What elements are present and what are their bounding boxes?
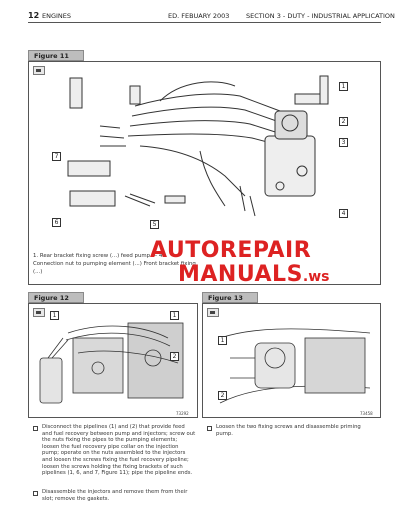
figure-11-drawing (40, 66, 370, 226)
watermark-line1: AUTOREPAIR (150, 238, 312, 263)
figure-11-callout-7: 7 (52, 152, 61, 161)
figure-13-ref: 73458 (360, 411, 373, 416)
watermark (150, 238, 311, 263)
figure-13-callout-2: 2 (218, 391, 227, 400)
figure-11-callout-1: 1 (339, 82, 348, 91)
bullet-checkbox (207, 426, 212, 431)
figure-11-callout-2: 2 (339, 117, 348, 126)
figure-12-callout-2: 2 (170, 352, 179, 361)
bullet-checkbox (33, 491, 38, 496)
header-section-right: SECTION 3 - DUTY - INDUSTRIAL APPLICATION (246, 12, 395, 20)
watermark-suffix: .ws (302, 269, 330, 285)
figure-11-caption-line2: Connection nut to pumping element (...) Front bracket fixing (33, 261, 196, 267)
figure-13-icon (207, 308, 219, 317)
figure-11-tab: Figure 11 (28, 50, 84, 61)
figure-13-drawing (210, 318, 375, 410)
figure-12-tab: Figure 12 (28, 292, 84, 303)
figure-12-step-2: Disassemble the injectors and remove them from their slot; remove the gaskets. (42, 489, 188, 502)
header-edition: ED. FEBUARY 2003 (168, 12, 230, 20)
figure-11-caption-line1: 1. Rear bracket fixing screw (...) feed pump — 4. (33, 253, 165, 259)
figure-12-drawing (38, 318, 188, 410)
figure-11-callout-5: 5 (150, 220, 159, 229)
figure-12-icon (33, 308, 45, 317)
figure-11-callout-4: 4 (339, 209, 348, 218)
figure-13-step-1: Loosen the two fixing screws and disassemble priming pump. (216, 424, 361, 437)
header-section-left: ENGINES (42, 12, 72, 20)
figure-12-step-1: Disconnect the pipelines (1) and (2) that provide feed and fuel recovery between pump and injectors; screw out the nuts fixing the pipes to the pumping elements; loosen the fuel recovery pipe collar on the injection pump; operate on the nuts assembled to the injectors and loosen the screws fixing the fuel recovery pipeline; loosen the screws holding the fixing brackets of such pipelines (1, 6, and 7, Figure 11); pipe the pipeline ends. (42, 424, 196, 477)
figure-11-caption-line3: (...) (33, 269, 43, 275)
figure-13-tab: Figure 13 (202, 292, 258, 303)
bullet-checkbox (33, 426, 38, 431)
watermark-line2-group (178, 262, 330, 287)
watermark-line2: MANUALS (178, 262, 303, 287)
figure-13-callout-1: 1 (218, 336, 227, 345)
figure-11-callout-6: 6 (52, 218, 61, 227)
figure-12-callout-1b: 1 (170, 311, 179, 320)
figure-12-callout-1a: 1 (50, 311, 59, 320)
header-divider (28, 22, 381, 23)
figure-11-callout-3: 3 (339, 138, 348, 147)
page-number: 12 (28, 11, 40, 20)
figure-12-ref: 73292 (176, 411, 189, 416)
